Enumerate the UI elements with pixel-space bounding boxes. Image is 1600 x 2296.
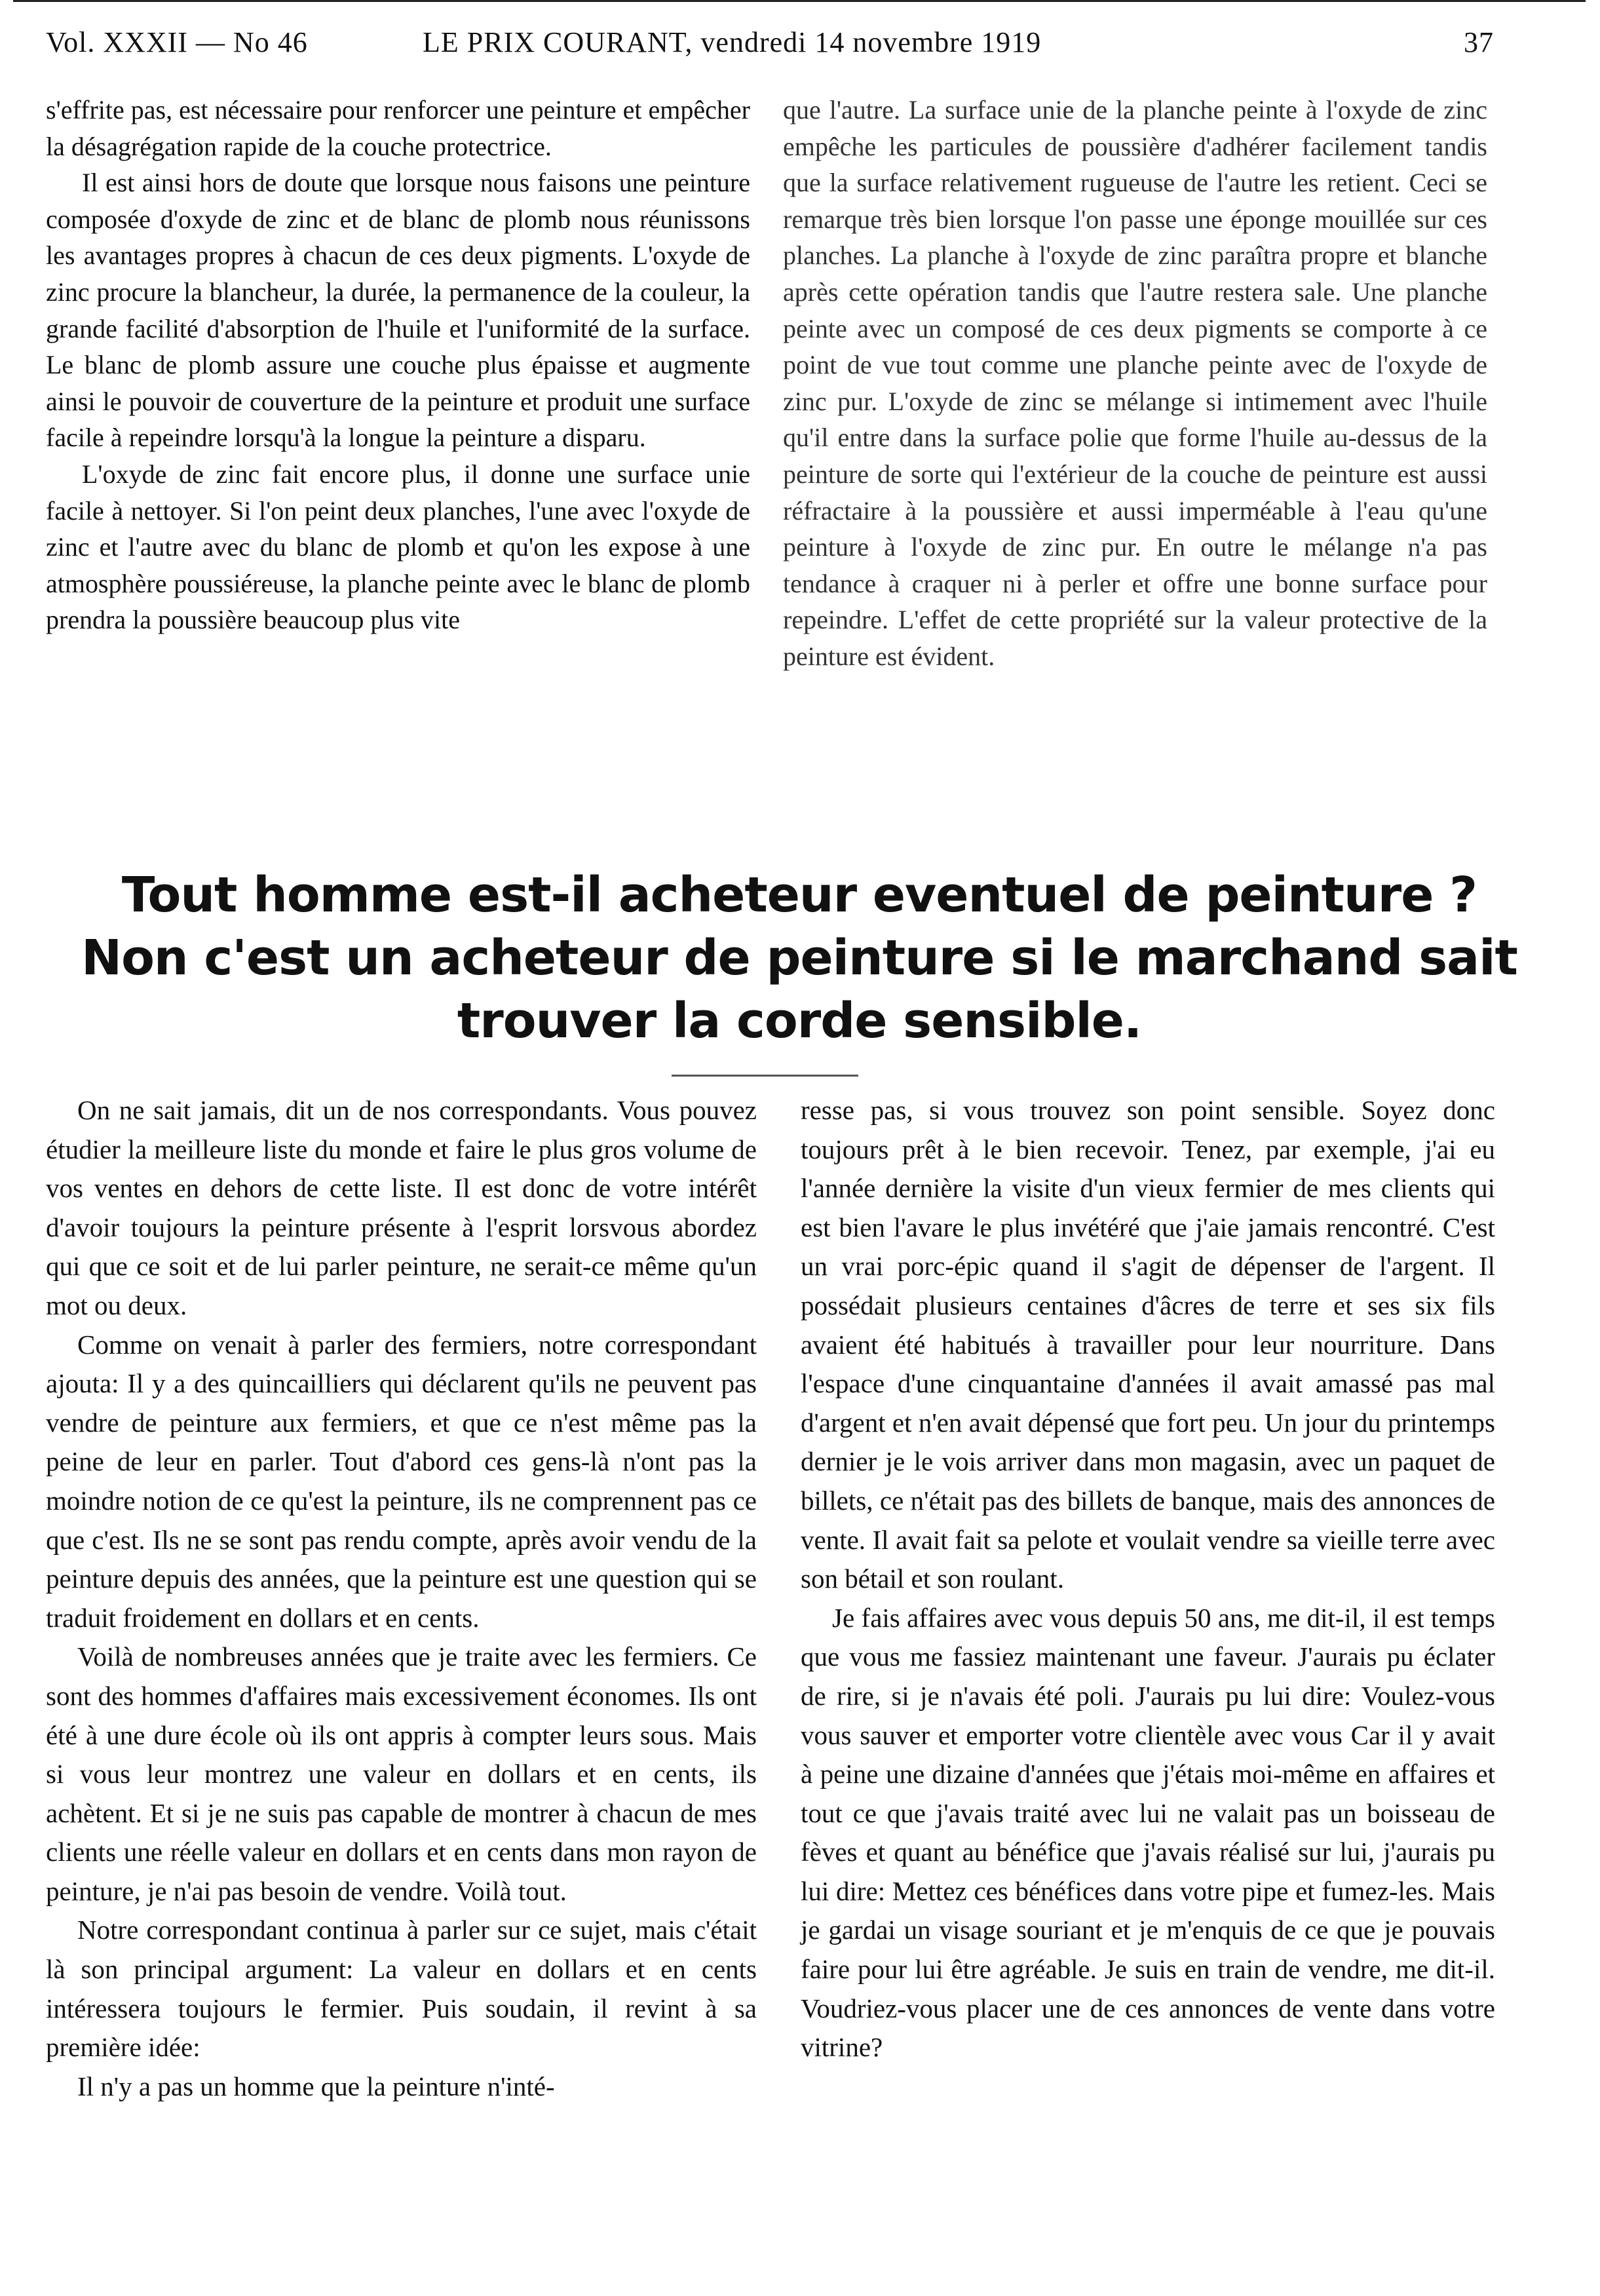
lower-left-column (46, 1091, 757, 2106)
paragraph: Comme on venait à parler des fermiers, notre correspondant ajouta: Il y a des quincailliers qui déclarent qu'ils ne peuvent pas vendre de peinture aux fermiers, et que ce n'est même pas la peine de leur en parler. Tout d'abord ces gens-là n'ont pas la moindre notion de ce qu'est la peinture, ils ne comprennent pas ce que c'est. Ils ne se sont pas rendu compte, après avoir vendu de la peinture depuis des années, que la peinture est une question qui se traduit froidement en dollars et en cents. (46, 1329, 757, 1633)
paragraph: Je fais affaires avec vous depuis 50 ans, me dit-il, il est temps que vous me fassiez maintenant une faveur. J'aurais pu éclater de rire, si je n'avais été poli. J'aurais pu lui dire: Voulez-vous vous sauver et emporter votre clientèle avec vous Car il y avait à peine une dizaine d'années que j'étais moi-même en affaires et tout ce que j'avais traité avec lui ne valait pas un boisseau de fèves et quant au bénéfice que j'avais réalisé sur lui, j'aurais pu lui dire: Mettez ces bénéfices dans votre pipe et fumez-les. Mais je gardai un visage souriant et je m'enquis de ce que je pouvais faire pour lui être agréable. Je suis en train de vendre, me dit-il. Voudriez-vous placer une de ces annonces de vente dans votre vitrine? (801, 1602, 1495, 2063)
paragraph: Il est ainsi hors de doute que lorsque nous faisons une peinture composée d'oxyde de zinc et de blanc de plomb nous réunissons les avantages propres à chacun de ces deux pigments. L'oxyde de zinc procure la blancheur, la durée, la permanence de la couleur, la grande facilité d'absorption de l'huile et l'uniformité de la surface. Le blanc de plomb assure une couche plus épaisse et augmente ainsi le pouvoir de couverture de la peinture et produit une surface facile à repeindre lorsqu'à la longue la peinture a disparu. (46, 168, 750, 453)
page-number: 37 (1464, 26, 1494, 58)
volume-number: Vol. XXXII — No 46 (46, 26, 308, 58)
paragraph: resse pas, si vous trouvez son point sensible. Soyez donc toujours prêt à le bien recevoir. Tenez, par exemple, j'ai eu l'année dernière la visite d'un vieux fermier de mes clients qui est bien l'avare le plus invétéré que j'aie jamais rencontré. C'est un vrai porc-épic quand il s'agit de dépenser de l'argent. Il possédait plusieurs centaines d'âcres de terre et ses six fils avaient été habitués à travailler pour leur nourriture. Dans l'espace d'une cinquantaine d'années il avait amassé pas mal d'argent et n'en avait dépensé que fort peu. Un jour du printemps dernier je le vois arriver dans mon magasin, avec un paquet de billets, ce n'était pas des billets de banque, mais des annonces de vente. Il avait fait sa pelote et voulait vendre sa vieille terre avec son bétail et son roulant. (801, 1095, 1495, 1594)
paragraph: Notre correspondant continua à parler sur ce sujet, mais c'était là son principal argument: La valeur en dollars et en cents intéressera toujours le fermier. Puis soudain, il revint à sa première idée: (46, 1915, 757, 2063)
paragraph: que l'autre. La surface unie de la planche peinte à l'oxyde de zinc empêche les particules de poussière d'adhérer facilement tandis que la surface relativement rugueuse de l'autre les retient. Ceci se remarque très bien lorsque l'on passe une éponge mouillée sur ces planches. La planche à l'oxyde de zinc paraîtra propre et blanche après cette opération tandis que l'autre restera sale. Une planche peinte avec un composé de ces deux pigments se comporte à ce point de vue tout comme une planche peinte avec de l'oxyde de zinc pur. L'oxyde de zinc se mélange si intimement avec l'huile qu'il entre dans la surface polie que forme l'huile au-dessus de la peinture de sorte qui l'extérieur de la couche de peinture est aussi réfractaire à la poussière et aussi imperméable à l'eau qu'une peinture à l'oxyde de zinc pur. En outre le mélange n'a pas tendance à craquer ni à perler et offre une bonne surface pour repeindre. L'effet de cette propriété sur la valeur protective de la peinture est évident. (783, 95, 1487, 671)
publication-title: LE PRIX COURANT, vendredi 14 novembre 1919 (423, 26, 1042, 58)
paragraph: s'effrite pas, est nécessaire pour renforcer une peinture et empêcher la désagrégation rapide de la couche protectrice. (46, 95, 750, 161)
upper-right-column (783, 92, 1487, 675)
paragraph: Il n'y a pas un homme que la peinture n'inté- (77, 2071, 555, 2101)
headline-divider (672, 1075, 858, 1077)
page-header (46, 20, 1494, 66)
top-rule (13, 0, 1586, 2)
upper-left-column (46, 92, 750, 638)
paragraph: L'oxyde de zinc fait encore plus, il donne une surface unie facile à nettoyer. Si l'on peint deux planches, l'une avec l'oxyde de zinc et l'autre avec du blanc de plomb et qu'on les expose à une atmosphère poussiéreuse, la planche peinte avec le blanc de plomb prendra la poussière beaucoup plus vite (46, 459, 750, 635)
lower-right-column (801, 1091, 1495, 2067)
article-headline (52, 864, 1546, 1052)
paragraph: On ne sait jamais, dit un de nos correspondants. Vous pouvez étudier la meilleure liste du monde et faire le plus gros volume de vos ventes en dehors de cette liste. Il est donc de votre intérêt d'avoir toujours la peinture présente à l'esprit lorsvous abordez qui que ce soit et de lui parler peinture, ne serait-ce même qu'un mot ou deux. (46, 1095, 757, 1320)
paragraph: Voilà de nombreuses années que je traite avec les fermiers. Ce sont des hommes d'affaires mais excessivement économes. Ils ont été à une dure école où ils ont appris à compter leurs sous. Mais si vous leur montrez une valeur en dollars et en cents, ils achètent. Et si je ne suis pas capable de montrer à chacun de mes clients une réelle valeur en dollars et en cents dans mon rayon de peinture, je n'ai pas besoin de vendre. Voilà tout. (46, 1641, 757, 1906)
headline-line-1: Tout homme est-il acheteur eventuel de peinture ? (121, 867, 1477, 923)
headline-line-2: Non c'est un acheteur de peinture si le marchand sait trouver la corde sensible. (81, 930, 1517, 1049)
